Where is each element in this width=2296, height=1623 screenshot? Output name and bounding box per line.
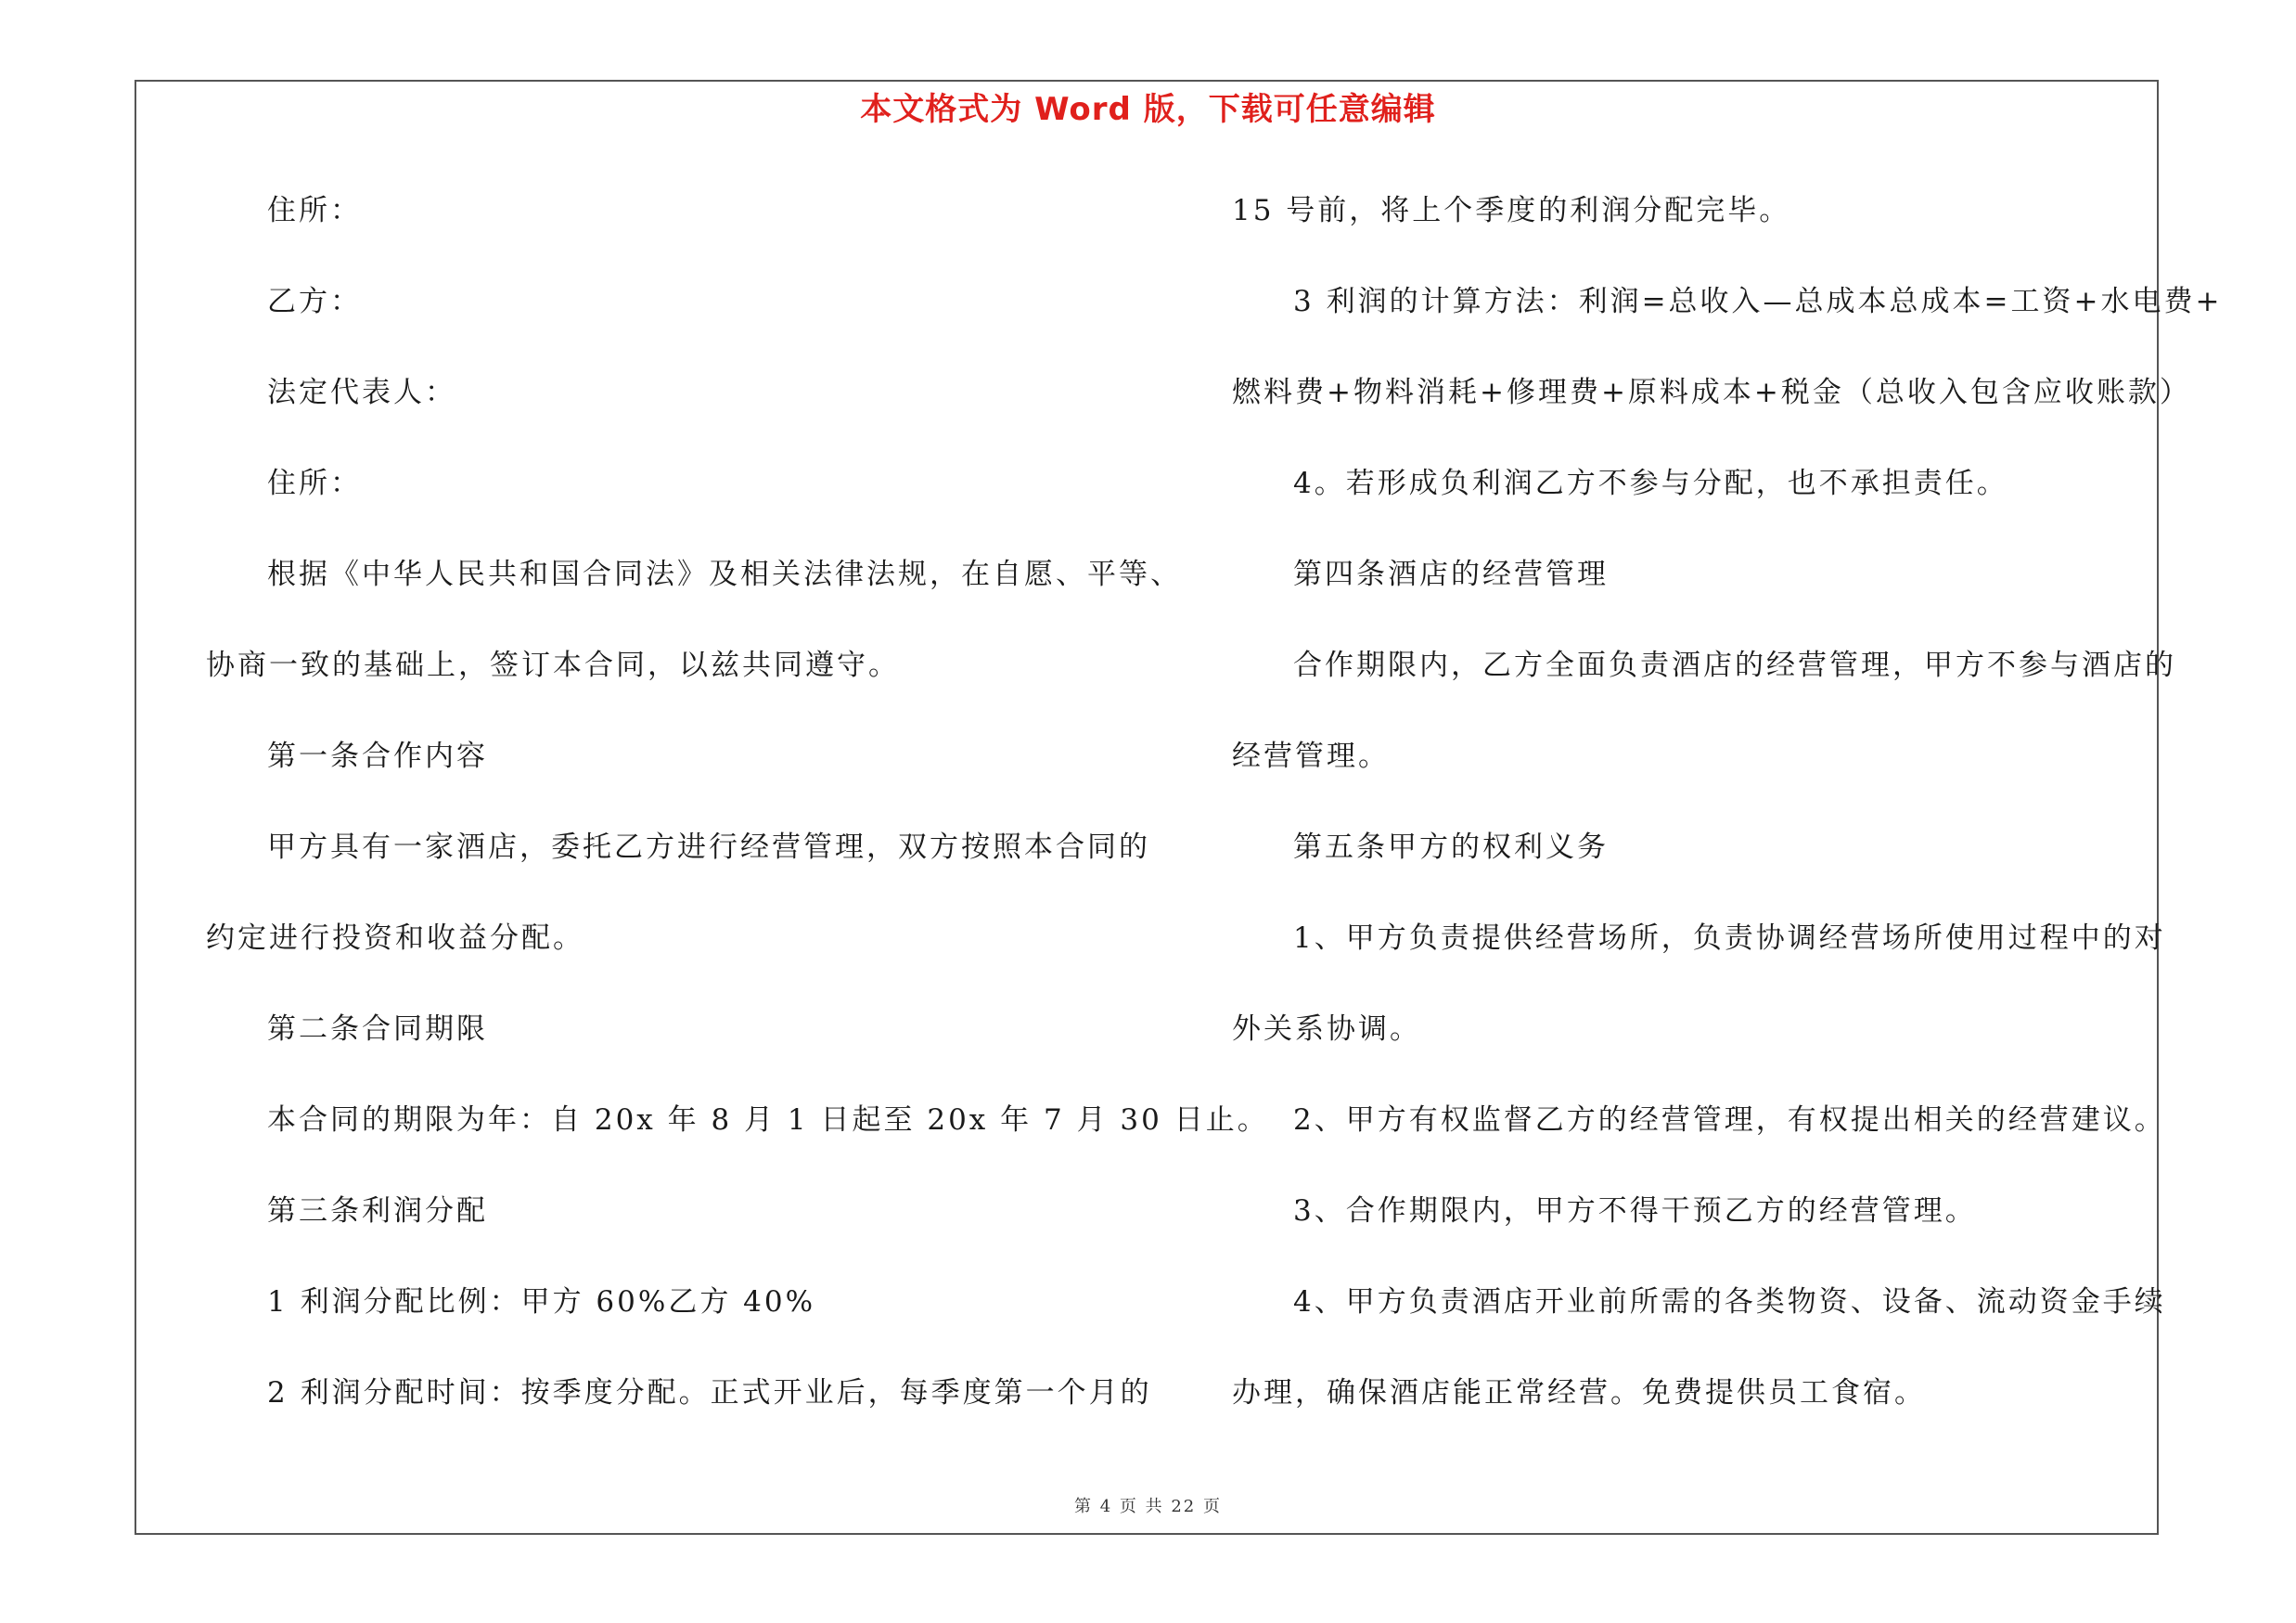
paragraph-line: 1 利润分配比例：甲方 60%乙方 40%	[267, 1285, 816, 1319]
paragraph-line: 4、甲方负责酒店开业前所需的各类物资、设备、流动资金手续	[1293, 1285, 2166, 1319]
paragraph-line: 经营管理。	[1232, 740, 1390, 773]
paragraph-line: 甲方具有一家酒店，委托乙方进行经营管理，双方按照本合同的	[267, 831, 1150, 864]
paragraph-line: 4。若形成负利润乙方不参与分配，也不承担责任。	[1293, 467, 2008, 500]
paragraph-line: 合作期限内，乙方全面负责酒店的经营管理，甲方不参与酒店的	[1293, 649, 2176, 682]
paragraph-line: 办理，确保酒店能正常经营。免费提供员工食宿。	[1232, 1376, 1926, 1410]
paragraph-line: 第四条酒店的经营管理	[1293, 558, 1609, 591]
paragraph-line: 第三条利润分配	[267, 1194, 488, 1228]
paragraph-line: 法定代表人：	[267, 376, 456, 409]
left-text-column	[206, 182, 1269, 1455]
paragraph-line: 3 利润的计算方法：利润=总收入—总成本总成本=工资+水电费+	[1293, 285, 2223, 318]
paragraph-line: 第二条合同期限	[267, 1012, 488, 1046]
paragraph-line: 乙方：	[267, 285, 362, 318]
paragraph-line: 2 利润分配时间：按季度分配。正式开业后，每季度第一个月的	[267, 1376, 1152, 1410]
paragraph-line: 3、合作期限内，甲方不得干预乙方的经营管理。	[1293, 1194, 1977, 1228]
paragraph-line: 本合同的期限为年：自 20x 年 8 月 1 日起至 20x 年 7 月 30 日止。	[267, 1103, 1269, 1137]
paragraph-line: 住所：	[267, 467, 362, 500]
right-text-column	[1232, 182, 2223, 1455]
paragraph-line: 住所：	[267, 194, 362, 227]
paragraph-line: 协商一致的基础上，签订本合同，以兹共同遵守。	[206, 649, 900, 682]
page-number-footer: 第 4 页 共 22 页	[1074, 1497, 1222, 1516]
paragraph-line: 第五条甲方的权利义务	[1293, 831, 1609, 864]
paragraph-line: 燃料费+物料消耗+修理费+原料成本+税金（总收入包含应收账款）	[1232, 376, 2191, 409]
paragraph-line: 第一条合作内容	[267, 740, 488, 773]
paragraph-line: 外关系协调。	[1232, 1012, 1421, 1046]
paragraph-line: 约定进行投资和收益分配。	[206, 921, 584, 955]
paragraph-line: 15 号前，将上个季度的利润分配完毕。	[1232, 194, 1791, 227]
paragraph-line: 2、甲方有权监督乙方的经营管理，有权提出相关的经营建议。	[1293, 1103, 2166, 1137]
paragraph-line: 1、甲方负责提供经营场所，负责协调经营场所使用过程中的对	[1293, 921, 2166, 955]
paragraph-line: 根据《中华人民共和国合同法》及相关法律法规，在自愿、平等、	[267, 558, 1182, 591]
format-notice-banner: 本文格式为 Word 版，下载可任意编辑	[860, 91, 1436, 128]
